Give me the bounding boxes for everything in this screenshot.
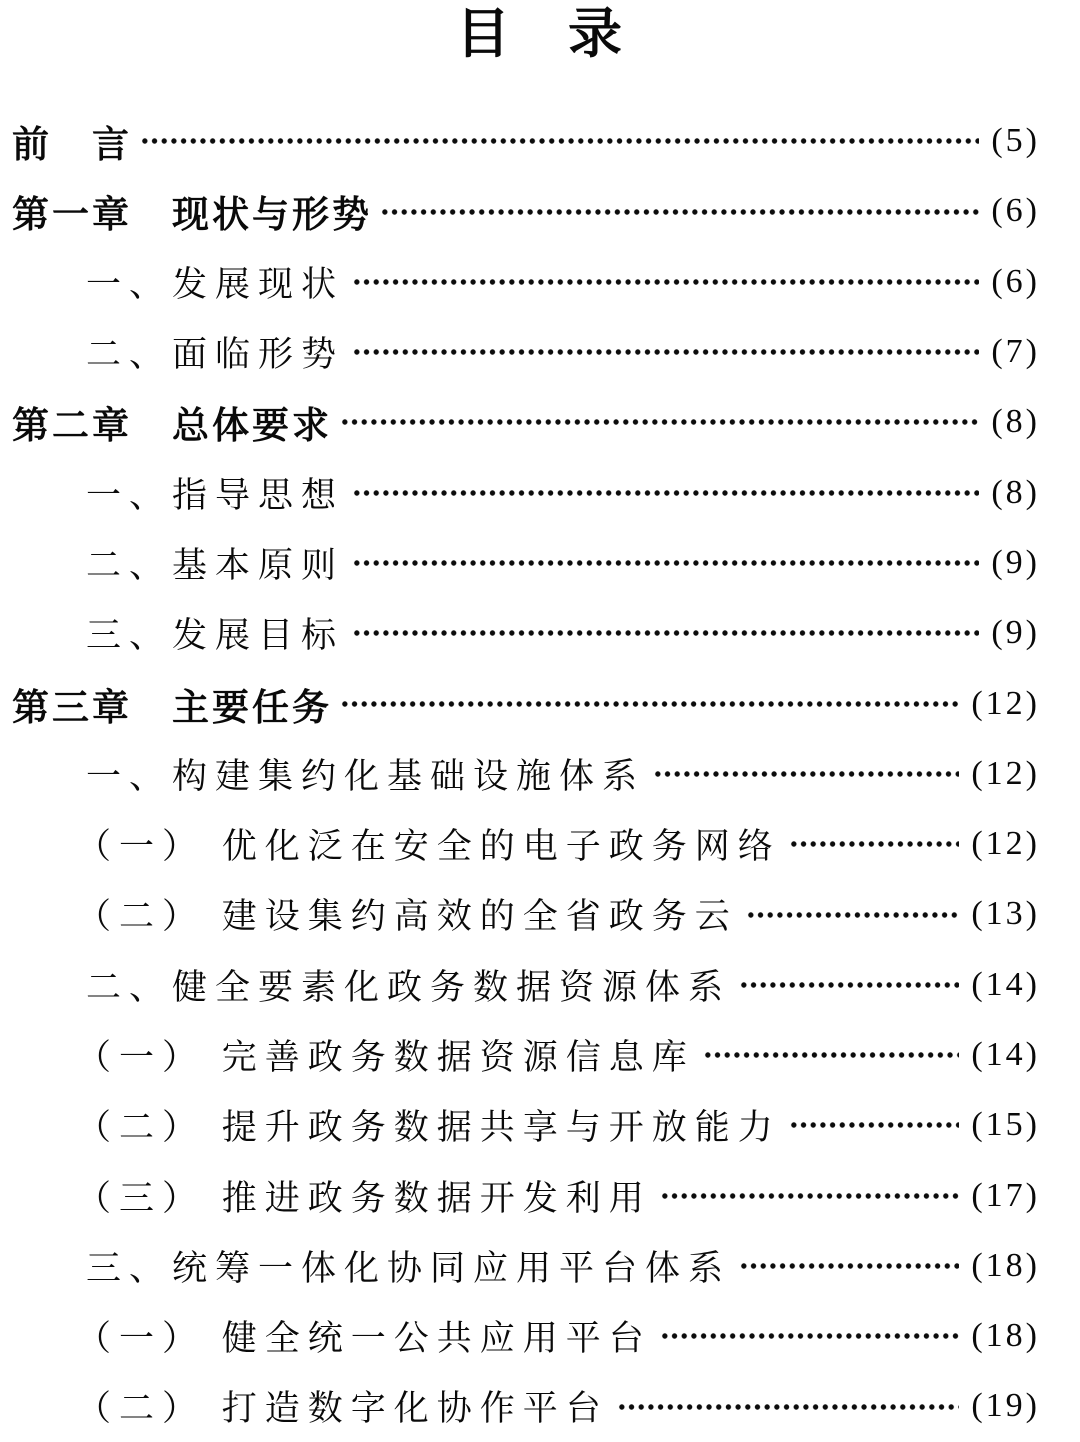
toc-entry [12, 1020, 1040, 1090]
toc-page-number: (6) [991, 262, 1040, 300]
toc-entry [12, 528, 1040, 598]
toc-dot-leader [653, 739, 959, 809]
toc-page-number: (14) [971, 965, 1040, 1003]
page-title: 目 录 [456, 4, 624, 64]
toc-dot-leader [340, 387, 979, 457]
toc-entry [12, 1231, 1040, 1301]
toc-page-number: (6) [991, 192, 1040, 230]
toc-dot-leader [703, 1020, 960, 1090]
toc-page-number: (15) [971, 1106, 1040, 1144]
toc-page-number: (17) [971, 1176, 1040, 1214]
toc-page-number: (18) [971, 1246, 1040, 1284]
toc-entry-label: 一、指导思想 [86, 475, 345, 515]
toc-entry-label: 三、发展目标 [86, 616, 345, 656]
toc-entry-label: （一） 优化泛在安全的电子政务网络 [76, 827, 781, 867]
toc-entry [12, 1090, 1040, 1160]
toc-dot-leader [140, 106, 979, 176]
toc-entry [12, 1371, 1040, 1441]
toc-entry-label: （二） 建设集约高效的全省政务云 [76, 897, 738, 937]
toc-dot-leader [352, 317, 979, 387]
toc-page-number: (12) [971, 684, 1040, 722]
toc-page-number: (9) [991, 614, 1040, 652]
toc-entry-label: 二、面临形势 [86, 335, 345, 375]
toc-dot-leader [746, 879, 960, 949]
toc-entry-label: 第一章 现状与形势 [12, 194, 372, 236]
toc-dot-leader [739, 1231, 959, 1301]
toc-dot-leader [352, 528, 979, 598]
toc-page-number: (7) [991, 333, 1040, 371]
toc-entry [12, 387, 1040, 457]
toc-dot-leader [660, 1301, 960, 1371]
toc-page-number: (18) [971, 1317, 1040, 1355]
toc-page-number: (14) [971, 1036, 1040, 1073]
toc-dot-leader [789, 1090, 960, 1160]
toc-entry-label: 一、发展现状 [86, 264, 345, 304]
toc-dot-leader [352, 457, 979, 527]
toc-entry-label: 一、构建集约化基础设施体系 [86, 756, 646, 796]
toc-entry [12, 457, 1040, 527]
toc-entry-label: 第二章 总体要求 [12, 405, 332, 447]
toc-dot-leader [352, 598, 979, 668]
toc-page-number: (5) [991, 122, 1040, 160]
toc-entry-label: 前 言 [12, 124, 132, 166]
toc-dot-leader [789, 809, 960, 879]
toc-entry-label: 二、基本原则 [86, 545, 345, 585]
toc-entry [12, 809, 1040, 879]
toc-page-number: (12) [971, 825, 1040, 863]
toc-page-number: (9) [991, 543, 1040, 581]
toc-page-number: (8) [991, 403, 1040, 441]
toc-entry [12, 668, 1040, 738]
toc-entry-label: 二、健全要素化政务数据资源体系 [86, 967, 732, 1007]
toc-entry [12, 879, 1040, 949]
toc-entry-label: （三） 推进政务数据开发利用 [76, 1178, 652, 1218]
toc-entry-label: （二） 打造数字化协作平台 [76, 1389, 609, 1429]
toc-entry [12, 950, 1040, 1020]
toc-entry [12, 1160, 1040, 1230]
toc-entry-label: （一） 健全统一公共应用平台 [76, 1319, 652, 1359]
toc-entry [12, 106, 1040, 176]
toc-page-number: (13) [971, 895, 1040, 933]
toc-entry-label: （二） 提升政务数据共享与开放能力 [76, 1108, 781, 1148]
toc-dot-leader [660, 1160, 960, 1230]
toc-page-number: (8) [991, 473, 1040, 511]
toc-entry [12, 739, 1040, 809]
toc-dot-leader [617, 1371, 960, 1441]
toc-entry-label: 第三章 主要任务 [12, 686, 332, 728]
toc-entry [12, 1301, 1040, 1371]
toc-dot-leader [340, 668, 959, 738]
toc-page-number: (12) [971, 754, 1040, 792]
toc-dot-leader [352, 247, 979, 317]
toc-dot-leader [380, 176, 979, 246]
table-of-contents [12, 106, 1040, 1442]
toc-entry [12, 247, 1040, 317]
toc-entry [12, 176, 1040, 246]
toc-entry [12, 598, 1040, 668]
toc-page-number: (19) [971, 1387, 1040, 1425]
toc-entry [12, 317, 1040, 387]
toc-entry-label: （一） 完善政务数据资源信息库 [76, 1038, 695, 1077]
toc-dot-leader [739, 950, 959, 1020]
toc-entry-label: 三、统筹一体化协同应用平台体系 [86, 1248, 732, 1288]
